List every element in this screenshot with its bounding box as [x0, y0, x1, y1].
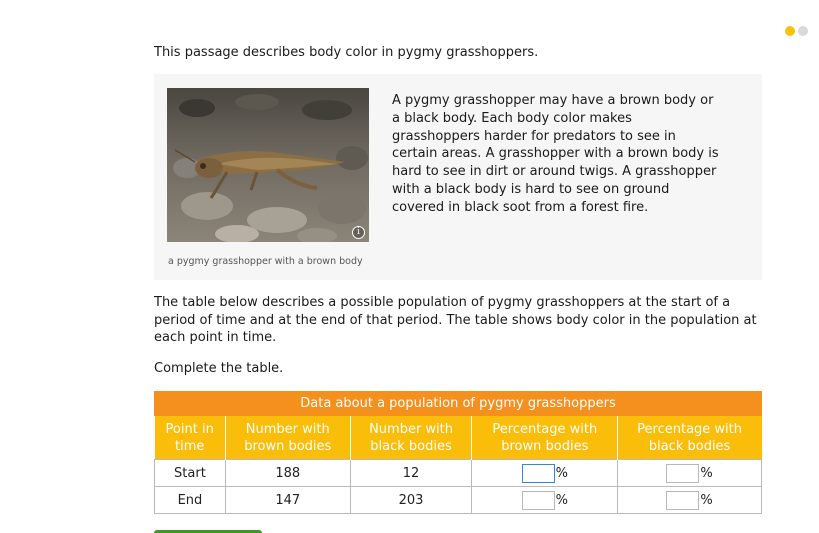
end-brown-percentage-input[interactable]: [522, 491, 555, 510]
row-end-brown-count: 147: [225, 487, 350, 514]
row-start-black-count: 12: [350, 460, 472, 487]
table-title: Data about a population of pygmy grasshoppers: [155, 392, 762, 416]
population-table: [154, 391, 762, 514]
row-end-point: End: [155, 487, 226, 514]
start-black-percentage-input[interactable]: [666, 464, 699, 483]
row-end-black-count: 203: [350, 487, 472, 514]
instruction-text: Complete the table.: [154, 361, 284, 376]
percent-sign: %: [555, 492, 568, 508]
image-caption: a pygmy grasshopper with a brown body: [168, 256, 363, 267]
header-percentage-brown: Percentage with brown bodies: [472, 416, 618, 460]
header-number-black: Number with black bodies: [350, 416, 472, 460]
passage-panel: [154, 74, 762, 280]
grasshopper-photo: [167, 88, 369, 242]
header-percentage-black: Percentage with black bodies: [618, 416, 762, 460]
info-icon[interactable]: i: [352, 226, 365, 239]
percent-sign: %: [700, 465, 713, 481]
intro-text: This passage describes body color in pygmy grasshoppers.: [154, 45, 539, 60]
passage-text: A pygmy grasshopper may have a brown body or a black body. Each body color makes grasshoppers harder for predators to see in certain areas. A grasshopper with a brown body is hard to see in dirt or around twigs. A grasshopper with a black body is hard to see on ground covered in black soot from a forest fire.: [392, 93, 719, 215]
row-start-point: Start: [155, 460, 226, 487]
progress-indicator: [785, 26, 808, 36]
percent-sign: %: [555, 465, 568, 481]
start-brown-percentage-input[interactable]: [522, 464, 555, 483]
row-start-black-pct-cell: [618, 460, 762, 487]
end-black-percentage-input[interactable]: [666, 491, 699, 510]
progress-dot: [798, 26, 808, 36]
row-start-brown-pct-cell: [472, 460, 618, 487]
row-end-brown-pct-cell: [472, 487, 618, 514]
row-start-brown-count: 188: [225, 460, 350, 487]
header-point-in-time: Point in time: [155, 416, 226, 460]
row-end-black-pct-cell: [618, 487, 762, 514]
table-row: [155, 487, 762, 514]
header-number-brown: Number with brown bodies: [225, 416, 350, 460]
percent-sign: %: [700, 492, 713, 508]
progress-dot-current: [785, 26, 795, 36]
table-description: The table below describes a possible population of pygmy grasshoppers at the start of a period of time and at the end of that period. The table shows body color in the population at each point in time.: [154, 295, 757, 346]
table-row: [155, 460, 762, 487]
